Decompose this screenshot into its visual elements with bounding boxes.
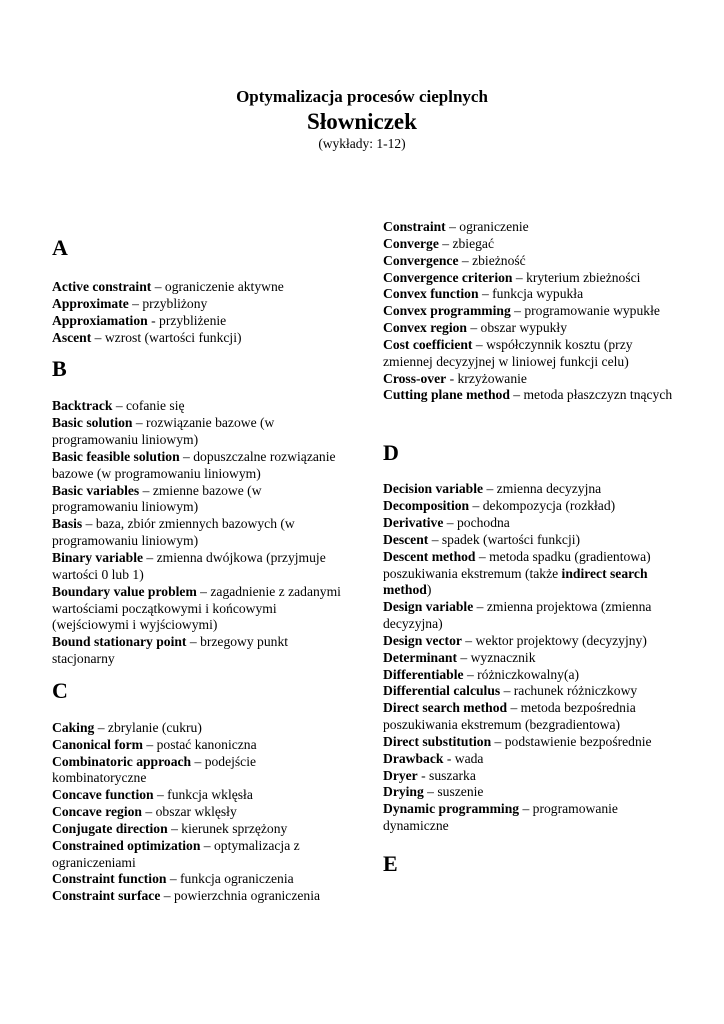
glossary-entry <box>52 313 347 330</box>
left-column <box>52 235 347 905</box>
glossary-definition: programowanie wypukłe <box>524 303 660 319</box>
term-separator: – <box>91 329 105 345</box>
glossary-entry <box>52 754 347 788</box>
glossary-definition: zmienna dwójkowa (przyjmuje wartości 0 lub 1) <box>52 549 326 582</box>
glossary-definition: kryterium zbieżności <box>526 269 641 285</box>
glossary-entry <box>383 303 679 320</box>
term-separator: – <box>94 719 108 735</box>
term-separator: – <box>475 548 490 564</box>
glossary-term: Direct substitution <box>383 733 492 749</box>
glossary-definition: krzyżowanie <box>457 370 527 386</box>
term-separator: – <box>179 448 194 464</box>
glossary-definition: podejście kombinatoryczne <box>52 753 257 786</box>
glossary-entry <box>52 804 347 821</box>
term-separator: – <box>143 736 157 752</box>
section-c-entries <box>52 720 347 905</box>
glossary-term: Constraint surface <box>52 888 161 904</box>
glossary-definition: programowanie dynamiczne <box>383 801 618 834</box>
glossary-term: Active constraint <box>52 279 152 294</box>
glossary-entry <box>52 516 347 550</box>
glossary-term: Backtrack <box>52 398 113 414</box>
glossary-definition: cofanie się <box>126 398 185 414</box>
glossary-cross-reference-term: indirect search method <box>383 565 648 598</box>
term-separator: – <box>423 784 438 800</box>
term-separator: – <box>438 235 453 251</box>
glossary-definition: spadek (wartości funkcji) <box>441 531 581 547</box>
document-title: Optymalizacja procesów cieplnych <box>236 87 488 106</box>
glossary-entry <box>383 498 679 515</box>
glossary-term: Differential calculus <box>383 683 501 699</box>
glossary-definition: podstawienie bezpośrednie <box>504 733 652 749</box>
glossary-term: Basic variables <box>52 482 140 498</box>
glossary-entry <box>383 599 679 633</box>
term-separator: – <box>186 634 201 650</box>
glossary-term: Determinant <box>383 649 457 665</box>
glossary-term: Binary variable <box>52 549 144 565</box>
glossary-definition: suszenie <box>437 784 484 800</box>
term-separator: – <box>457 649 471 665</box>
document-header <box>0 86 724 152</box>
glossary-entry <box>383 549 679 600</box>
glossary-definition: obszar wklęsły <box>155 804 237 820</box>
glossary-definition: optymalizacja z ograniczeniami <box>52 837 300 870</box>
glossary-term: Drawback <box>383 750 444 766</box>
glossary-definition: rozwiązanie bazowe (w programowaniu liniowym) <box>52 415 275 448</box>
term-separator: – <box>510 303 525 319</box>
glossary-entry <box>383 784 679 801</box>
glossary-definition: ograniczenie <box>459 219 529 234</box>
term-separator: - <box>446 370 458 386</box>
glossary-term: Dynamic programming <box>383 801 520 817</box>
document-subtitle: Słowniczek <box>307 109 417 134</box>
term-separator: – <box>472 336 487 352</box>
glossary-definition: pochodna <box>456 514 510 530</box>
glossary-entry <box>52 871 347 888</box>
glossary-entry <box>383 515 679 532</box>
glossary-definition: funkcja wypukła <box>492 286 584 302</box>
glossary-definition: baza, zbiór zmiennych bazowych (w programowaniu liniowym) <box>52 516 295 549</box>
term-separator: - <box>443 750 455 766</box>
glossary-definition: funkcja ograniczenia <box>180 871 294 887</box>
glossary-term: Converge <box>383 235 439 251</box>
glossary-entry <box>383 801 679 835</box>
glossary-entry <box>383 532 679 549</box>
term-separator: – <box>160 888 174 904</box>
glossary-entry <box>52 737 347 754</box>
term-separator: – <box>458 252 473 268</box>
glossary-definition: wyznacznik <box>470 649 536 665</box>
glossary-entry <box>383 337 679 371</box>
term-separator: – <box>143 549 157 565</box>
glossary-entry <box>52 449 347 483</box>
glossary-entry <box>52 634 347 668</box>
glossary-definition: zbrylanie (cukru) <box>107 719 202 735</box>
glossary-entry <box>383 734 679 751</box>
glossary-entry <box>52 584 347 635</box>
term-separator: – <box>132 415 147 431</box>
glossary-definition: wada <box>454 750 484 766</box>
glossary-definition: przybliżenie <box>159 312 227 328</box>
glossary-entry <box>383 667 679 684</box>
glossary-entry <box>383 253 679 270</box>
glossary-entry <box>52 888 347 905</box>
section-letter-c: C <box>52 677 68 703</box>
glossary-definition: ograniczenie aktywne <box>164 279 284 294</box>
term-separator: - <box>417 767 430 783</box>
term-separator: – <box>151 279 165 294</box>
glossary-entry <box>383 700 679 734</box>
glossary-entry <box>383 683 679 700</box>
glossary-term: Derivative <box>383 514 444 530</box>
glossary-definition: funkcja wklęsła <box>167 787 253 803</box>
glossary-term: Basic solution <box>52 415 133 431</box>
glossary-definition: zmienna decyzyjna <box>496 481 602 497</box>
term-separator: – <box>82 516 96 532</box>
glossary-term: Concave region <box>52 804 142 820</box>
glossary-entry <box>52 279 347 296</box>
glossary-entry <box>52 821 347 838</box>
term-separator: - <box>147 312 160 328</box>
glossary-term: Convergence <box>383 252 459 268</box>
glossary-entry <box>383 633 679 650</box>
glossary-entry <box>383 219 679 236</box>
section-a-entries <box>52 279 347 346</box>
lecture-range-note: (wykłady: 1-12) <box>318 136 406 151</box>
glossary-term: Decision variable <box>383 481 484 497</box>
glossary-term: Direct search method <box>383 700 508 716</box>
section-letter-a: A <box>52 235 68 260</box>
glossary-definition: wzrost (wartości funkcji) <box>104 329 242 345</box>
glossary-term: Design variable <box>383 599 474 615</box>
term-separator: – <box>500 683 514 699</box>
glossary-entry <box>383 387 679 404</box>
term-separator: – <box>142 804 156 820</box>
glossary-definition: zmienna projektowa (zmienna decyzyjna) <box>383 599 652 632</box>
term-separator: – <box>519 801 533 817</box>
glossary-term: Approxiamation <box>52 312 148 328</box>
glossary-term: Design vector <box>383 632 462 648</box>
glossary-definition: dekompozycja (rozkład) <box>482 498 616 514</box>
glossary-definition: przybliżony <box>142 295 208 311</box>
glossary-definition: zagadnienie z zadanymi wartościami początkowymi i końcowymi (wejściowymi i wyjściowymi) <box>52 583 341 633</box>
term-separator: – <box>469 498 483 514</box>
glossary-term: Convergence criterion <box>383 269 513 285</box>
glossary-term: Conjugate direction <box>52 820 168 836</box>
glossary-term: Canonical form <box>52 736 143 752</box>
term-separator: – <box>463 666 478 682</box>
glossary-entry <box>383 236 679 253</box>
term-separator: – <box>153 787 168 803</box>
glossary-entry <box>52 720 347 737</box>
term-separator: – <box>507 700 521 716</box>
term-separator: – <box>478 286 493 302</box>
glossary-definition-end: ) <box>426 582 432 598</box>
glossary-definition: zbieżność <box>472 252 526 268</box>
glossary-definition: rachunek różniczkowy <box>513 683 638 699</box>
glossary-term: Bound stationary point <box>52 634 187 650</box>
glossary-entry <box>383 320 679 337</box>
glossary-definition: dopuszczalne rozwiązanie bazowe (w programowaniu liniowym) <box>52 448 336 481</box>
glossary-entry <box>52 330 347 347</box>
glossary-entry <box>383 650 679 667</box>
glossary-definition: suszarka <box>429 767 476 783</box>
glossary-term: Cross-over <box>383 370 447 386</box>
glossary-term: Boundary value problem <box>52 583 197 599</box>
glossary-term: Convex programming <box>383 303 511 319</box>
glossary-entry <box>52 415 347 449</box>
section-letter-d: D <box>383 440 399 466</box>
glossary-term: Constrained optimization <box>52 837 201 853</box>
term-separator: – <box>491 733 505 749</box>
glossary-term: Caking <box>52 719 95 735</box>
term-separator: – <box>196 583 211 599</box>
term-separator: – <box>461 632 476 648</box>
term-separator: – <box>167 820 182 836</box>
section-c-continued-entries <box>383 219 679 404</box>
glossary-term: Dryer <box>383 767 418 783</box>
glossary-entry <box>52 787 347 804</box>
glossary-term: Convex region <box>383 320 467 336</box>
term-separator: – <box>428 531 442 547</box>
glossary-definition: zbiegać <box>452 235 494 251</box>
glossary-term: Descent <box>383 531 429 547</box>
glossary-entry <box>52 838 347 872</box>
term-separator: – <box>443 514 457 530</box>
glossary-entry <box>52 398 347 415</box>
glossary-entry <box>383 768 679 785</box>
section-letter-b: B <box>52 356 67 382</box>
term-separator: – <box>512 269 527 285</box>
glossary-definition: kierunek sprzężony <box>181 820 288 836</box>
glossary-entry <box>52 296 347 313</box>
glossary-entry <box>52 483 347 517</box>
term-separator: – <box>139 482 153 498</box>
glossary-term: Decomposition <box>383 498 470 514</box>
term-separator: – <box>483 481 497 497</box>
glossary-term: Cost coefficient <box>383 336 473 352</box>
glossary-term: Cutting plane method <box>383 387 510 403</box>
glossary-term: Constraint function <box>52 871 167 887</box>
glossary-definition: obszar wypukły <box>480 320 568 336</box>
glossary-entry <box>383 751 679 768</box>
glossary-definition: metoda bezpośrednia poszukiwania ekstremum (bezgradientowa) <box>383 700 636 733</box>
glossary-entry <box>383 481 679 498</box>
glossary-definition: brzegowy punkt stacjonarny <box>52 634 289 667</box>
glossary-definition: zmienne bazowe (w programowaniu liniowym) <box>52 482 262 515</box>
glossary-term: Drying <box>383 784 424 800</box>
term-separator: – <box>166 871 181 887</box>
glossary-term: Approximate <box>52 295 129 311</box>
term-separator: – <box>200 837 214 853</box>
glossary-definition: współczynnik kosztu (przy zmiennej decyzyjnej w liniowej funkcji celu) <box>383 336 633 369</box>
glossary-term: Ascent <box>52 329 92 345</box>
glossary-definition: wektor projektowy (decyzyjny) <box>475 632 647 648</box>
glossary-term: Concave function <box>52 787 154 803</box>
glossary-term: Basis <box>52 516 83 532</box>
glossary-entry <box>52 550 347 584</box>
right-column <box>383 219 679 877</box>
section-b-entries <box>52 398 347 668</box>
glossary-term: Descent method <box>383 548 476 564</box>
glossary-entry <box>383 270 679 287</box>
term-separator: – <box>128 295 143 311</box>
glossary-definition: różniczkowalny(a) <box>477 666 580 682</box>
glossary-term: Combinatoric approach <box>52 753 192 769</box>
term-separator: – <box>509 387 524 403</box>
term-separator: – <box>112 398 127 414</box>
glossary-term: Convex function <box>383 286 479 302</box>
term-separator: – <box>473 599 487 615</box>
glossary-definition: postać kanoniczna <box>156 736 257 752</box>
glossary-term: Constraint <box>383 219 446 234</box>
section-letter-e: E <box>383 851 398 876</box>
glossary-entry <box>383 371 679 388</box>
glossary-definition: powierzchnia ograniczenia <box>173 888 321 904</box>
term-separator: – <box>466 320 481 336</box>
section-d-entries <box>383 481 679 835</box>
glossary-entry <box>383 286 679 303</box>
term-separator: – <box>191 753 205 769</box>
glossary-term: Basic feasible solution <box>52 448 180 464</box>
term-separator: – <box>445 219 460 234</box>
glossary-term: Differentiable <box>383 666 464 682</box>
glossary-definition: metoda spadku (gradientowa) poszukiwania ekstremum (także <box>383 548 651 581</box>
glossary-definition: metoda płaszczyzn tnących <box>523 387 673 403</box>
